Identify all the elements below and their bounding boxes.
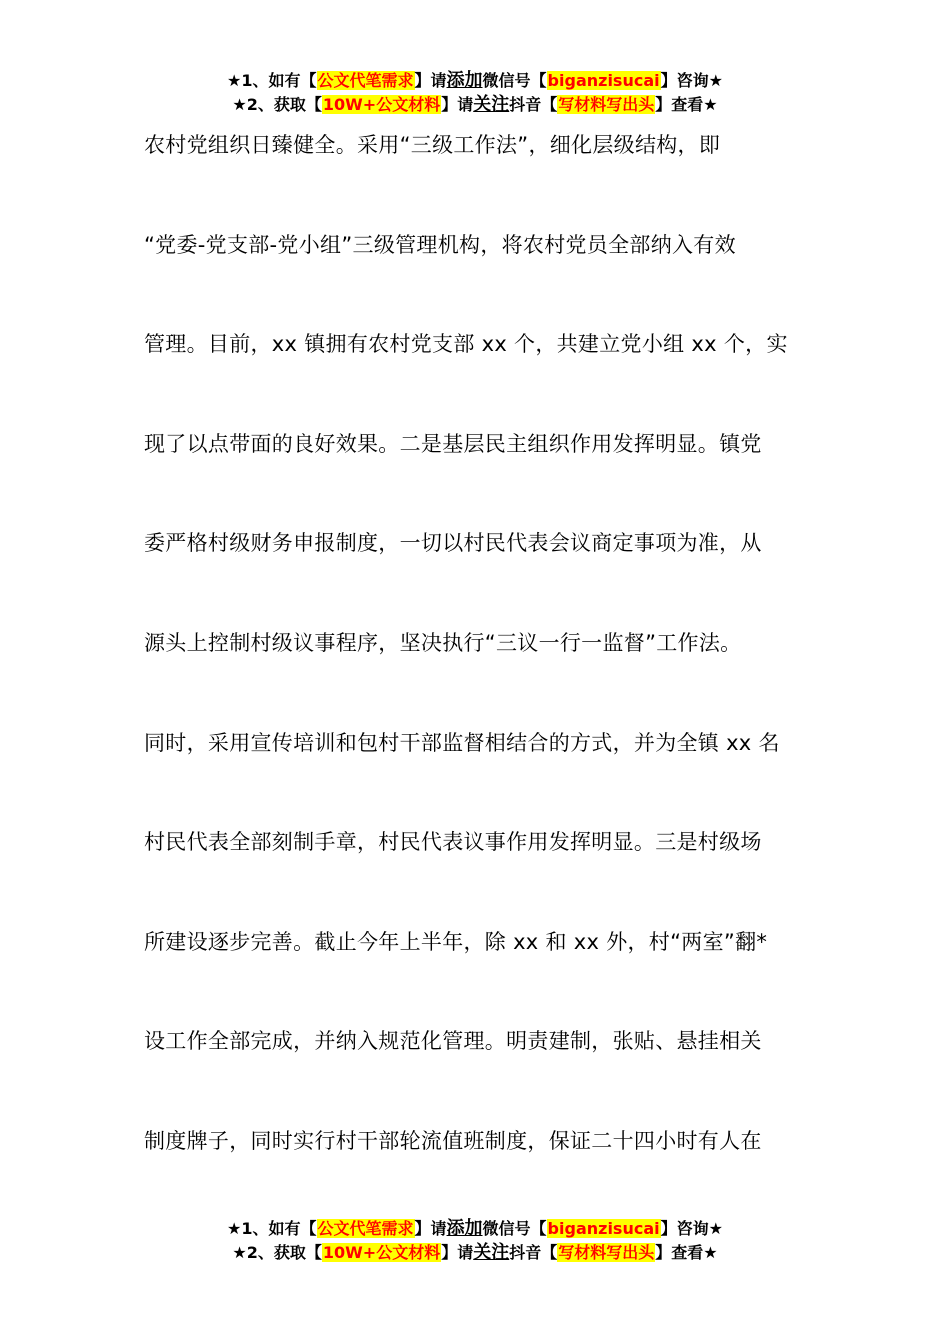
- banner-text: ★1、如有【: [227, 71, 317, 90]
- banner-text: ★2、获取【: [232, 95, 322, 114]
- banner-text: 微信号【: [482, 71, 547, 90]
- banner-text: 】请: [441, 95, 474, 114]
- body-line: 同时，采用宣传培训和包村干部监督相结合的方式，并为全镇 xx 名: [144, 730, 780, 755]
- body-line: 委严格村级财务申报制度，一切以村民代表会议商定事项为准，从: [144, 531, 762, 556]
- banner-text: 抖音【: [509, 95, 558, 114]
- banner-text: 微信号【: [482, 1219, 547, 1238]
- banner-text: ★1、如有【: [227, 1219, 317, 1238]
- body-line: “党委-党支部-党小组”三级管理机构，将农村党员全部纳入有效: [144, 232, 736, 257]
- body-line: 所建设逐步完善。截止今年上半年，除 xx 和 xx 外，村“两室”翻*: [144, 929, 768, 954]
- highlight-douyin-account: 写材料写出头: [558, 1243, 655, 1262]
- banner-line-1: [0, 69, 950, 93]
- highlight-service: 公文代笔需求: [317, 71, 414, 90]
- body-line: 农村党组织日臻健全。采用“三级工作法”，细化层级结构，即: [144, 133, 721, 157]
- banner-line-2: [0, 1241, 950, 1265]
- highlight-materials: 10W+公文材料: [322, 1243, 441, 1262]
- highlight-douyin-account: 写材料写出头: [558, 95, 655, 114]
- banner-text: 】咨询★: [660, 71, 723, 90]
- document-body: [144, 119, 824, 1215]
- banner-line-1: [0, 1217, 950, 1241]
- highlight-service: 公文代笔需求: [317, 1219, 414, 1238]
- body-line: 制度牌子，同时实行村干部轮流值班制度，保证二十四小时有人在: [144, 1128, 762, 1153]
- banner-text: 】请: [414, 71, 447, 90]
- body-line: 管理。目前，xx 镇拥有农村党支部 xx 个，共建立党小组 xx 个，实: [144, 332, 788, 357]
- highlight-wechat-id: biganzisucai: [547, 71, 660, 90]
- emphasis-text: 添加: [446, 70, 483, 91]
- footer-banner: [0, 1217, 950, 1265]
- banner-text: 】查看★: [655, 1243, 718, 1262]
- banner-text: ★2、获取【: [232, 1243, 322, 1262]
- banner-text: 】请: [441, 1243, 474, 1262]
- banner-text: 】咨询★: [660, 1219, 723, 1238]
- emphasis-text: 添加: [446, 1218, 483, 1239]
- banner-text: 抖音【: [509, 1243, 558, 1262]
- banner-line-2: [0, 93, 950, 117]
- body-line: 现了以点带面的良好效果。二是基层民主组织作用发挥明显。镇党: [144, 431, 762, 456]
- highlight-wechat-id: biganzisucai: [547, 1219, 660, 1238]
- banner-text: 】请: [414, 1219, 447, 1238]
- banner-text: 】查看★: [655, 95, 718, 114]
- header-banner: [0, 69, 950, 117]
- highlight-materials: 10W+公文材料: [322, 95, 441, 114]
- emphasis-text: 关注: [473, 1242, 510, 1263]
- emphasis-text: 关注: [473, 94, 510, 115]
- body-line: 设工作全部完成，并纳入规范化管理。明责建制，张贴、悬挂相关: [144, 1029, 762, 1054]
- body-line: 源头上控制村级议事程序，坚决执行“三议一行一监督”工作法。: [144, 630, 742, 655]
- body-line: 村民代表全部刻制手章，村民代表议事作用发挥明显。三是村级场: [144, 830, 762, 855]
